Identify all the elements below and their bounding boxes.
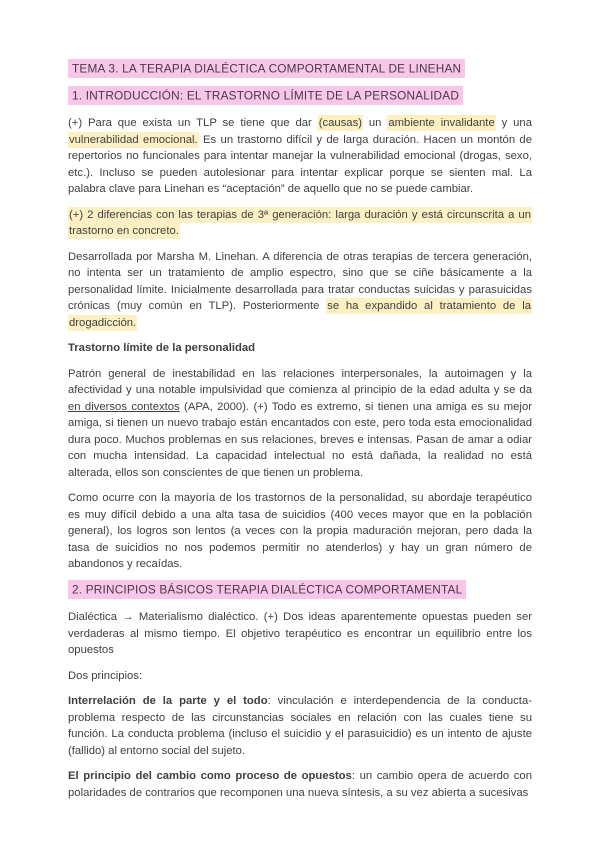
- highlighted-text-causas: (causas): [318, 117, 363, 129]
- paragraph-interrelacion: [68, 693, 532, 759]
- doc-title-text: TEMA 3. LA TERAPIA DIALÉCTICA COMPORTAMENTAL DE LINEHAN: [68, 59, 465, 78]
- paragraph-intro-causes: [68, 115, 532, 198]
- text-run: y una: [495, 117, 533, 129]
- section1-heading-text: 1. INTRODUCCIÓN: EL TRASTORNO LÍMITE DE LA PERSONALIDAD: [68, 86, 463, 105]
- bold-text-interrelacion: Interrelación de la parte y el todo: [68, 695, 268, 707]
- section1-heading: [68, 88, 532, 105]
- paragraph-patron-general: [68, 366, 532, 482]
- bold-text-principio-cambio: El principio del cambio como proceso de opuestos: [68, 770, 352, 782]
- text-run: un: [363, 117, 388, 129]
- text-run: Dialéctica → Materialismo dialéctico. (+) Dos ideas aparentemente opuestas pueden ser verdaderas al mismo tiempo. El objetivo terapéutico es encontrar un equilibrio entre los opuestos: [68, 611, 532, 656]
- paragraph-dos-principios: [68, 668, 532, 685]
- section2-heading-text: 2. PRINCIPIOS BÁSICOS TERAPIA DIALÉCTICA COMPORTAMENTAL: [68, 580, 466, 599]
- paragraph-principio-cambio: [68, 768, 532, 801]
- text-run: Desarrollada por Marsha M. Linehan. A diferencia de otras terapias de tercera generación, no intenta ser un tratamiento de amplio espectro, sino que se ciñe básicamente a la personalidad límite. Inicialmente desarrollada para tratar conductas suicidas y parasuicidas crónicas (muy común en TLP). Posteriormente: [68, 250, 532, 312]
- text-run: Dos principios:: [68, 669, 143, 682]
- text-run: Patrón general de inestabilidad en las relaciones interpersonales, la autoimagen y la afectividad y una notable impulsividad que comienza al principio de la edad adulta y se da: [68, 367, 532, 396]
- paragraph-developed-by-linehan: [68, 249, 532, 332]
- paragraph-dialectica: [68, 609, 532, 659]
- highlighted-text-differences: (+) 2 diferencias con las terapias de 3ª generación: larga duración y está circunscrita a un trastorno en concreto.: [69, 208, 531, 237]
- highlighted-text-ambiente-invalidante: ambiente invalidante: [388, 117, 495, 129]
- text-run: : un cambio opera de acuerdo con polaridades de contrarios que recomponen una nueva síntesis, a su vez abierta a sucesivas: [68, 770, 532, 799]
- text-run: (+) Para que exista un TLP se tiene que dar: [68, 117, 318, 129]
- paragraph-abordaje-terapeutico: [68, 490, 532, 573]
- text-run: Como ocurre con la mayoría de los trastornos de la personalidad, su abordaje terapéutico es muy difícil debido a una alta tasa de suicidios (400 veces mayor que en la población general), los logros son lentos (a veces con la propia maduración mejoran, pero dada la tasa de suicidios no nos podemos permitir no atenderlos) y hay un gran número de abandonos y recaídas.: [68, 492, 532, 570]
- highlighted-text-vulnerabilidad-emocional: vulnerabilidad emocional.: [69, 133, 198, 146]
- highlighted-text-drogadiccion: se ha expandido al tratamiento de la drogadicción.: [69, 300, 531, 329]
- underlined-text-contextos: en diversos contextos: [68, 400, 180, 413]
- section2-heading: [68, 582, 532, 599]
- text-run: (APA, 2000). (+) Todo es extremo, si tienen una amiga es su mejor amiga, si tienen un nuevo trabajo están encantados con este, pero toda esta emocionalidad dura poco. Muchos problemas en sus relaciones, breves e intensas. Pasan de amar a odiar con mucha intensidad. La capacidad intelectual no está dañada, la realidad no está alterada, ellos son conscientes de que tienen un problema.: [68, 400, 532, 479]
- doc-title: [68, 60, 532, 77]
- subheading-trastorno-limite: [68, 340, 532, 357]
- paragraph-differences-highlighted: [68, 207, 532, 240]
- text-run: Es un trastorno difícil y de larga duración. Hacen un montón de repertorios no funcionales para intentar manejar la vulnerabilidad emocional (drogas, sexo, etc.). Incluso se pueden autolesionar para intentar explicar porque se sienten mal. La palabra clave para Linehan es “aceptación” de aquello que no se puede cambiar.: [68, 133, 532, 195]
- text-run: : vinculación e interdependencia de la conducta-problema respecto de las circunstancias sociales en relación con las cuales tiene su función. La conducta problema (incluso el suicidio y el parasuicidio) es un intento de ajuste (fallido) al entorno social del sujeto.: [68, 695, 532, 757]
- subheading-text: Trastorno límite de la personalidad: [68, 342, 256, 354]
